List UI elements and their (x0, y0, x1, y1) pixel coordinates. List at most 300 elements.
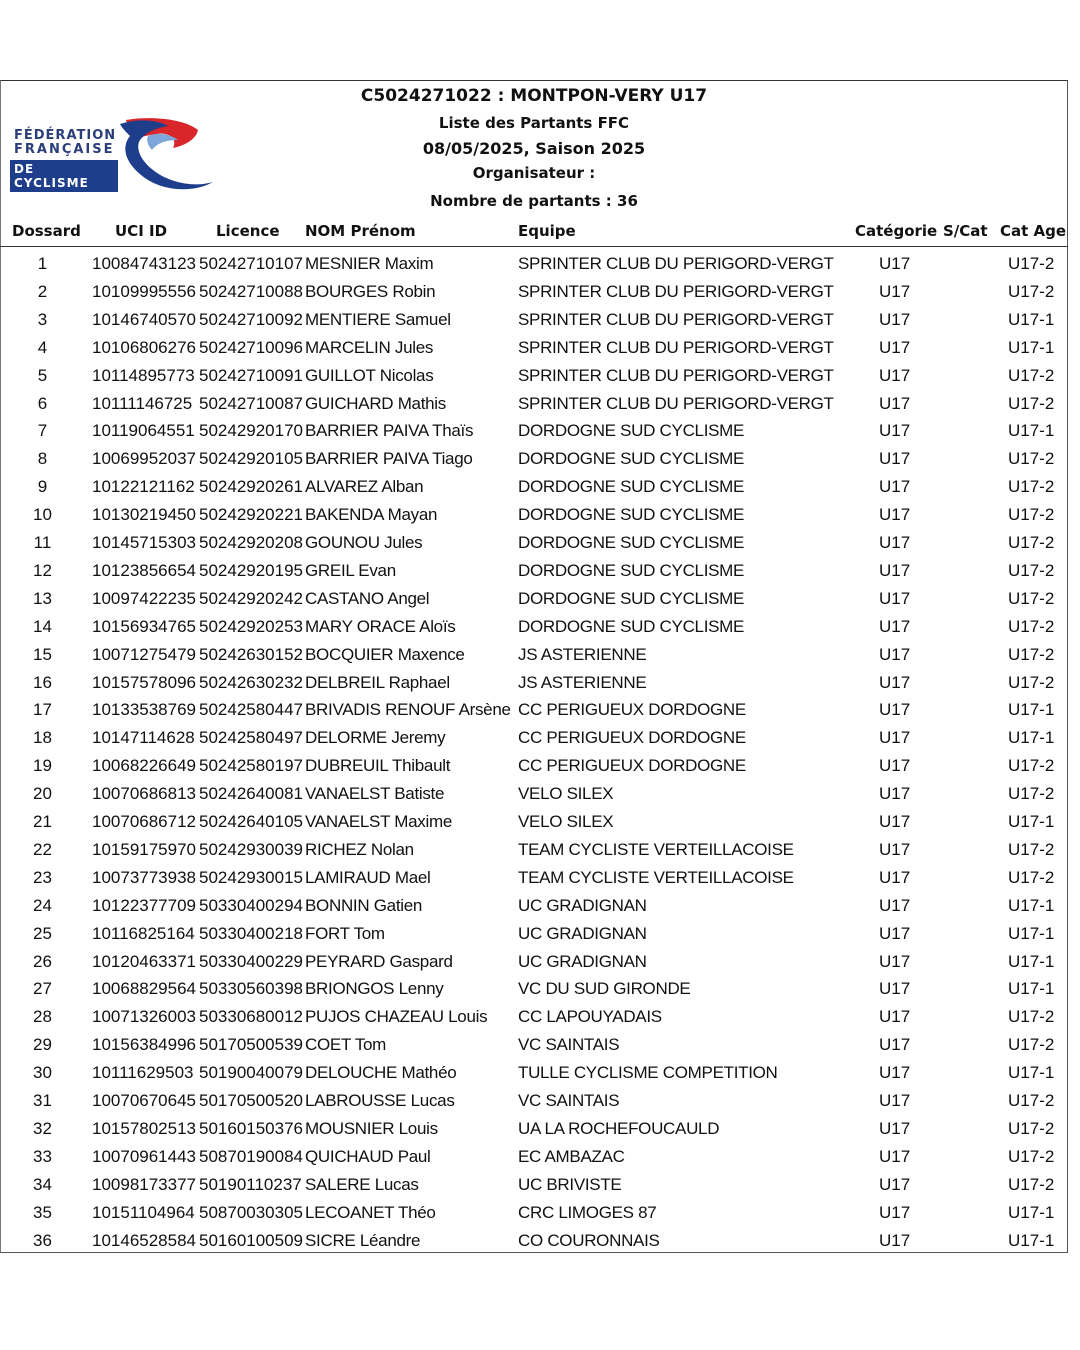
dossard-cell: 12 (33, 560, 52, 580)
table-row (0, 975, 1068, 1003)
name-cell: FORT Tom (305, 923, 385, 943)
uci-id-cell: 10116825164 (92, 923, 195, 943)
team-cell: CRC LIMOGES 87 (518, 1202, 657, 1222)
uci-id-cell: 10070961443 (92, 1146, 197, 1166)
cat-age-cell: U17-2 (1008, 1091, 1055, 1110)
col-header-uci-id: UCI ID (115, 222, 168, 240)
cat-age-cell: U17-2 (1008, 1035, 1055, 1055)
name-cell: PEYRARD Gaspard (305, 951, 453, 971)
dossard-cell: 8 (37, 449, 48, 469)
cat-age-cell: U17-2 (1008, 533, 1055, 552)
dossard-cell: 1 (37, 254, 48, 273)
category-cell: U17 (879, 1230, 911, 1250)
category-cell: U17 (879, 560, 911, 580)
category-cell: U17 (879, 254, 911, 273)
dossard-cell: 29 (33, 1035, 52, 1055)
name-cell: DELORME Jeremy (305, 728, 446, 748)
name-cell: BONNIN Gatien (305, 895, 423, 915)
header-rule (0, 246, 1068, 247)
dossard-cell: 24 (33, 895, 52, 915)
cat-age-cell: U17-2 (1008, 449, 1055, 469)
licence-cell: 50190110237 (199, 1174, 302, 1194)
dossard-cell: 19 (33, 756, 52, 776)
cat-age-cell: U17-1 (1008, 923, 1055, 943)
table-row (0, 1227, 1068, 1255)
dossard-cell: 14 (33, 616, 52, 636)
name-cell: BARRIER PAIVA Tiago (305, 449, 473, 469)
table-row (0, 724, 1068, 752)
dossard-cell: 5 (37, 365, 48, 385)
dossard-cell: 31 (33, 1091, 52, 1110)
table-row (0, 390, 1068, 418)
team-cell: VC SAINTAIS (518, 1091, 620, 1110)
table-row (0, 1003, 1068, 1031)
licence-cell: 50870030305 (199, 1202, 304, 1222)
table-row (0, 1031, 1068, 1059)
category-cell: U17 (879, 1063, 911, 1083)
logo-line-1: FÉDÉRATION (14, 128, 117, 143)
table-row (0, 780, 1068, 808)
team-cell: UC GRADIGNAN (518, 895, 647, 915)
uci-id-cell: 10106806276 (92, 337, 197, 357)
name-cell: SICRE Léandre (305, 1230, 421, 1250)
category-cell: U17 (879, 337, 911, 357)
licence-cell: 50242920105 (199, 449, 304, 469)
dossard-cell: 27 (33, 979, 52, 999)
licence-cell: 50330400229 (199, 951, 304, 971)
dossard-cell: 11 (33, 533, 52, 552)
category-cell: U17 (879, 672, 911, 692)
uci-id-cell: 10123856654 (92, 560, 197, 580)
table-row (0, 529, 1068, 557)
name-cell: ALVAREZ Alban (305, 477, 424, 497)
name-cell: BOCQUIER Maxence (305, 644, 465, 664)
date-season: 08/05/2025, Saison 2025 (422, 139, 646, 158)
team-cell: DORDOGNE SUD CYCLISME (518, 477, 745, 497)
team-cell: TEAM CYCLISTE VERTEILLACOISE (518, 867, 794, 887)
uci-id-cell: 10146528584 (92, 1230, 197, 1250)
uci-id-cell: 10070686712 (92, 812, 197, 831)
name-cell: BOURGES Robin (305, 281, 436, 301)
uci-id-cell: 10097422235 (92, 588, 197, 608)
dossard-cell: 22 (33, 839, 52, 859)
uci-id-cell: 10133538769 (92, 700, 197, 720)
dossard-cell: 30 (33, 1063, 52, 1083)
category-cell: U17 (879, 700, 911, 720)
category-cell: U17 (879, 1146, 911, 1166)
cat-age-cell: U17-1 (1008, 1202, 1055, 1222)
uci-id-cell: 10157802513 (92, 1118, 197, 1138)
team-cell: DORDOGNE SUD CYCLISME (518, 533, 745, 552)
category-cell: U17 (879, 365, 911, 385)
category-cell: U17 (879, 505, 911, 525)
team-cell: VC DU SUD GIRONDE (518, 979, 691, 999)
dossard-cell: 18 (33, 728, 52, 748)
category-cell: U17 (879, 784, 911, 804)
team-cell: DORDOGNE SUD CYCLISME (518, 588, 745, 608)
uci-id-cell: 10114895773 (92, 365, 195, 385)
cat-age-cell: U17-2 (1008, 254, 1055, 273)
table-row (0, 892, 1068, 920)
name-cell: MENTIERE Samuel (305, 309, 451, 329)
category-cell: U17 (879, 309, 911, 329)
team-cell: SPRINTER CLUB DU PERIGORD-VERGT (518, 365, 834, 385)
dossard-cell: 20 (33, 784, 52, 804)
uci-id-cell: 10159175970 (92, 839, 197, 859)
licence-cell: 50242920208 (199, 533, 304, 552)
licence-cell: 50242920261 (199, 477, 304, 497)
team-cell: UC BRIVISTE (518, 1174, 622, 1194)
category-cell: U17 (879, 644, 911, 664)
uci-id-cell: 10073773938 (92, 867, 197, 887)
category-cell: U17 (879, 421, 911, 441)
name-cell: GOUNOU Jules (305, 533, 423, 552)
name-cell: LAMIRAUD Mael (305, 867, 431, 887)
licence-cell: 50242920195 (199, 560, 304, 580)
name-cell: PUJOS CHAZEAU Louis (305, 1007, 488, 1027)
cat-age-cell: U17-1 (1008, 421, 1055, 441)
name-cell: VANAELST Maxime (305, 812, 452, 831)
licence-cell: 50170500520 (199, 1091, 304, 1110)
team-cell: UC GRADIGNAN (518, 923, 647, 943)
table-row (0, 613, 1068, 641)
team-cell: DORDOGNE SUD CYCLISME (518, 560, 745, 580)
cat-age-cell: U17-2 (1008, 784, 1055, 804)
dossard-cell: 25 (33, 923, 52, 943)
name-cell: LECOANET Théo (305, 1202, 436, 1222)
team-cell: TEAM CYCLISTE VERTEILLACOISE (518, 839, 794, 859)
cat-age-cell: U17-2 (1008, 588, 1055, 608)
cat-age-cell: U17-2 (1008, 505, 1055, 525)
team-cell: CC PERIGUEUX DORDOGNE (518, 728, 746, 748)
table-row (0, 1143, 1068, 1171)
uci-id-cell: 10070670645 (92, 1091, 197, 1110)
col-header-licence: Licence (216, 222, 280, 240)
category-cell: U17 (879, 923, 911, 943)
dossard-cell: 10 (33, 505, 52, 525)
category-cell: U17 (879, 895, 911, 915)
category-cell: U17 (879, 1202, 911, 1222)
dossard-cell: 21 (33, 812, 52, 831)
name-cell: GUICHARD Mathis (305, 393, 446, 413)
name-cell: DELBREIL Raphael (305, 672, 450, 692)
cat-age-cell: U17-2 (1008, 1174, 1055, 1194)
licence-cell: 50242580197 (199, 756, 304, 776)
licence-cell: 50242580447 (199, 700, 304, 720)
cat-age-cell: U17-2 (1008, 839, 1055, 859)
table-row (0, 250, 1068, 278)
team-cell: JS ASTERIENNE (518, 672, 647, 692)
table-row (0, 278, 1068, 306)
cat-age-cell: U17-1 (1008, 1063, 1055, 1083)
dossard-cell: 15 (33, 644, 52, 664)
team-cell: SPRINTER CLUB DU PERIGORD-VERGT (518, 309, 834, 329)
licence-cell: 50242930015 (199, 867, 304, 887)
table-row (0, 362, 1068, 390)
col-header-cat-age: Cat Age (1000, 222, 1067, 240)
licence-cell: 50242710096 (199, 337, 304, 357)
cat-age-cell: U17-2 (1008, 477, 1055, 497)
licence-cell: 50242630232 (199, 672, 304, 692)
name-cell: MARCELIN Jules (305, 337, 434, 357)
licence-cell: 50160150376 (199, 1118, 304, 1138)
table-row (0, 473, 1068, 501)
team-cell: VC SAINTAIS (518, 1035, 620, 1055)
name-cell: BARRIER PAIVA Thaïs (305, 421, 474, 441)
cat-age-cell: U17-2 (1008, 1007, 1055, 1027)
licence-cell: 50330400218 (199, 923, 304, 943)
category-cell: U17 (879, 1035, 911, 1055)
cat-age-cell: U17-1 (1008, 1230, 1055, 1250)
licence-cell: 50242920253 (199, 616, 304, 636)
cat-age-cell: U17-2 (1008, 644, 1055, 664)
table-row (0, 1115, 1068, 1143)
dossard-cell: 6 (37, 393, 48, 413)
table-row (0, 585, 1068, 613)
col-header-scat: S/Cat (943, 222, 988, 240)
licence-cell: 50242710107 (199, 254, 304, 273)
team-cell: CC LAPOUYADAIS (518, 1007, 662, 1027)
uci-id-cell: 10111146725 (92, 393, 193, 413)
name-cell: BRIVADIS RENOUF Arsène (305, 700, 511, 720)
dossard-cell: 35 (33, 1202, 52, 1222)
team-cell: UA LA ROCHEFOUCAULD (518, 1118, 720, 1138)
cat-age-cell: U17-2 (1008, 672, 1055, 692)
col-header-equipe: Equipe (518, 222, 576, 240)
team-cell: CC PERIGUEUX DORDOGNE (518, 756, 746, 776)
cat-age-cell: U17-2 (1008, 560, 1055, 580)
uci-id-cell: 10151104964 (92, 1202, 195, 1222)
uci-id-cell: 10068829564 (92, 979, 197, 999)
col-header-nom: NOM Prénom (305, 222, 416, 240)
uci-id-cell: 10146740570 (92, 309, 197, 329)
name-cell: QUICHAUD Paul (305, 1146, 431, 1166)
licence-cell: 50242920170 (199, 421, 304, 441)
team-cell: CC PERIGUEUX DORDOGNE (518, 700, 746, 720)
dossard-cell: 34 (33, 1174, 52, 1194)
uci-id-cell: 10071275479 (92, 644, 197, 664)
dossard-cell: 17 (33, 700, 52, 720)
licence-cell: 50242640105 (199, 812, 304, 831)
name-cell: RICHEZ Nolan (305, 839, 414, 859)
name-cell: VANAELST Batiste (305, 784, 445, 804)
team-cell: TULLE CYCLISME COMPETITION (518, 1063, 778, 1083)
uci-id-cell: 10071326003 (92, 1007, 197, 1027)
team-cell: SPRINTER CLUB DU PERIGORD-VERGT (518, 254, 834, 273)
category-cell: U17 (879, 449, 911, 469)
uci-id-cell: 10120463371 (92, 951, 197, 971)
uci-id-cell: 10122121162 (92, 477, 195, 497)
dossard-cell: 36 (33, 1230, 52, 1250)
table-row (0, 920, 1068, 948)
table-row (0, 864, 1068, 892)
licence-cell: 50242710087 (199, 393, 304, 413)
category-cell: U17 (879, 281, 911, 301)
dossard-cell: 26 (33, 951, 52, 971)
list-title: Liste des Partants FFC (438, 114, 630, 132)
organizer-label: Organisateur : (472, 164, 596, 182)
licence-cell: 50242580497 (199, 728, 304, 748)
cat-age-cell: U17-1 (1008, 337, 1055, 357)
cat-age-cell: U17-1 (1008, 728, 1055, 748)
cat-age-cell: U17-2 (1008, 867, 1055, 887)
name-cell: BAKENDA Mayan (305, 505, 438, 525)
team-cell: SPRINTER CLUB DU PERIGORD-VERGT (518, 281, 834, 301)
category-cell: U17 (879, 979, 911, 999)
category-cell: U17 (879, 1007, 911, 1027)
name-cell: CASTANO Angel (305, 588, 430, 608)
uci-id-cell: 10111629503 (92, 1063, 194, 1083)
category-cell: U17 (879, 588, 911, 608)
table-row (0, 696, 1068, 724)
uci-id-cell: 10156934765 (92, 616, 197, 636)
team-cell: UC GRADIGNAN (518, 951, 647, 971)
team-cell: JS ASTERIENNE (518, 644, 647, 664)
team-cell: SPRINTER CLUB DU PERIGORD-VERGT (518, 337, 834, 357)
cat-age-cell: U17-1 (1008, 700, 1055, 720)
category-cell: U17 (879, 867, 911, 887)
name-cell: GUILLOT Nicolas (305, 365, 434, 385)
licence-cell: 50330400294 (199, 895, 304, 915)
licence-cell: 50242710091 (199, 365, 304, 385)
team-cell: DORDOGNE SUD CYCLISME (518, 421, 745, 441)
uci-id-cell: 10098173377 (92, 1174, 197, 1194)
logo-line-3: DE CYCLISME (10, 160, 118, 192)
cat-age-cell: U17-1 (1008, 951, 1055, 971)
name-cell: BRIONGOS Lenny (305, 979, 444, 999)
dossard-cell: 3 (37, 309, 48, 329)
team-cell: SPRINTER CLUB DU PERIGORD-VERGT (518, 393, 834, 413)
dossard-cell: 16 (33, 672, 52, 692)
table-row (0, 445, 1068, 473)
uci-id-cell: 10147114628 (92, 728, 195, 748)
cat-age-cell: U17-1 (1008, 895, 1055, 915)
logo-line-2: FRANÇAISE (14, 142, 115, 157)
cat-age-cell: U17-2 (1008, 1146, 1055, 1166)
licence-cell: 50160100509 (199, 1230, 304, 1250)
dossard-cell: 32 (33, 1118, 52, 1138)
team-cell: DORDOGNE SUD CYCLISME (518, 616, 745, 636)
name-cell: MESNIER Maxim (305, 254, 434, 273)
category-cell: U17 (879, 812, 911, 831)
team-cell: VELO SILEX (518, 784, 614, 804)
dossard-cell: 13 (33, 588, 52, 608)
cat-age-cell: U17-2 (1008, 756, 1055, 776)
category-cell: U17 (879, 1091, 911, 1110)
uci-id-cell: 10084743123 (92, 254, 197, 273)
licence-cell: 50242920221 (199, 505, 304, 525)
licence-cell: 50242710088 (199, 281, 304, 301)
dossard-cell: 7 (37, 421, 48, 441)
licence-cell: 50242640081 (199, 784, 304, 804)
table-row (0, 669, 1068, 697)
licence-cell: 50242920242 (199, 588, 304, 608)
name-cell: GREIL Evan (305, 560, 396, 580)
table-row (0, 417, 1068, 445)
uci-id-cell: 10122377709 (92, 895, 197, 915)
table-row (0, 1171, 1068, 1199)
team-cell: DORDOGNE SUD CYCLISME (518, 449, 745, 469)
name-cell: MARY ORACE Aloïs (305, 616, 456, 636)
dossard-cell: 4 (37, 337, 48, 357)
licence-cell: 50242630152 (199, 644, 304, 664)
category-cell: U17 (879, 839, 911, 859)
licence-cell: 50330560398 (199, 979, 304, 999)
licence-cell: 50330680012 (199, 1007, 304, 1027)
table-row (0, 641, 1068, 669)
uci-id-cell: 10119064551 (92, 421, 195, 441)
cat-age-cell: U17-2 (1008, 616, 1055, 636)
category-cell: U17 (879, 533, 911, 552)
event-title: C5024271022 : MONTPON-VERY U17 (360, 86, 708, 106)
licence-cell: 50242710092 (199, 309, 304, 329)
category-cell: U17 (879, 756, 911, 776)
category-cell: U17 (879, 1174, 911, 1194)
cat-age-cell: U17-1 (1008, 812, 1055, 831)
dossard-cell: 28 (33, 1007, 52, 1027)
uci-id-cell: 10130219450 (92, 505, 197, 525)
uci-id-cell: 10156384996 (92, 1035, 197, 1055)
name-cell: COET Tom (305, 1035, 387, 1055)
uci-id-cell: 10109995556 (92, 281, 197, 301)
category-cell: U17 (879, 477, 911, 497)
team-cell: CO COURONNAIS (518, 1230, 660, 1250)
table-row (0, 557, 1068, 585)
table-row (0, 948, 1068, 976)
cat-age-cell: U17-1 (1008, 979, 1055, 999)
licence-cell: 50870190084 (199, 1146, 304, 1166)
table-row (0, 752, 1068, 780)
cat-age-cell: U17-2 (1008, 1118, 1055, 1138)
col-header-dossard: Dossard (12, 222, 81, 240)
table-row (0, 808, 1068, 836)
table-row (0, 1059, 1068, 1087)
category-cell: U17 (879, 1118, 911, 1138)
uci-id-cell: 10068226649 (92, 756, 197, 776)
uci-id-cell: 10145715303 (92, 533, 197, 552)
team-cell: EC AMBAZAC (518, 1146, 625, 1166)
dossard-cell: 33 (33, 1146, 52, 1166)
cat-age-cell: U17-1 (1008, 309, 1055, 329)
licence-cell: 50190040079 (199, 1063, 304, 1083)
cat-age-cell: U17-2 (1008, 393, 1055, 413)
table-row (0, 501, 1068, 529)
dossard-cell: 2 (37, 281, 48, 301)
category-cell: U17 (879, 951, 911, 971)
uci-id-cell: 10069952037 (92, 449, 197, 469)
team-cell: DORDOGNE SUD CYCLISME (518, 505, 745, 525)
uci-id-cell: 10070686813 (92, 784, 197, 804)
licence-cell: 50170500539 (199, 1035, 304, 1055)
category-cell: U17 (879, 728, 911, 748)
name-cell: SALERE Lucas (305, 1174, 419, 1194)
dossard-cell: 23 (33, 867, 52, 887)
cat-age-cell: U17-2 (1008, 281, 1055, 301)
cat-age-cell: U17-2 (1008, 365, 1055, 385)
category-cell: U17 (879, 616, 911, 636)
dossard-cell: 9 (37, 477, 48, 497)
team-cell: VELO SILEX (518, 812, 614, 831)
name-cell: DUBREUIL Thibault (305, 756, 451, 776)
name-cell: LABROUSSE Lucas (305, 1091, 455, 1110)
col-header-categorie: Catégorie (855, 222, 938, 240)
table-row (0, 836, 1068, 864)
category-cell: U17 (879, 393, 911, 413)
table-row (0, 1199, 1068, 1227)
table-row (0, 306, 1068, 334)
name-cell: DELOUCHE Mathéo (305, 1063, 457, 1083)
table-row (0, 334, 1068, 362)
